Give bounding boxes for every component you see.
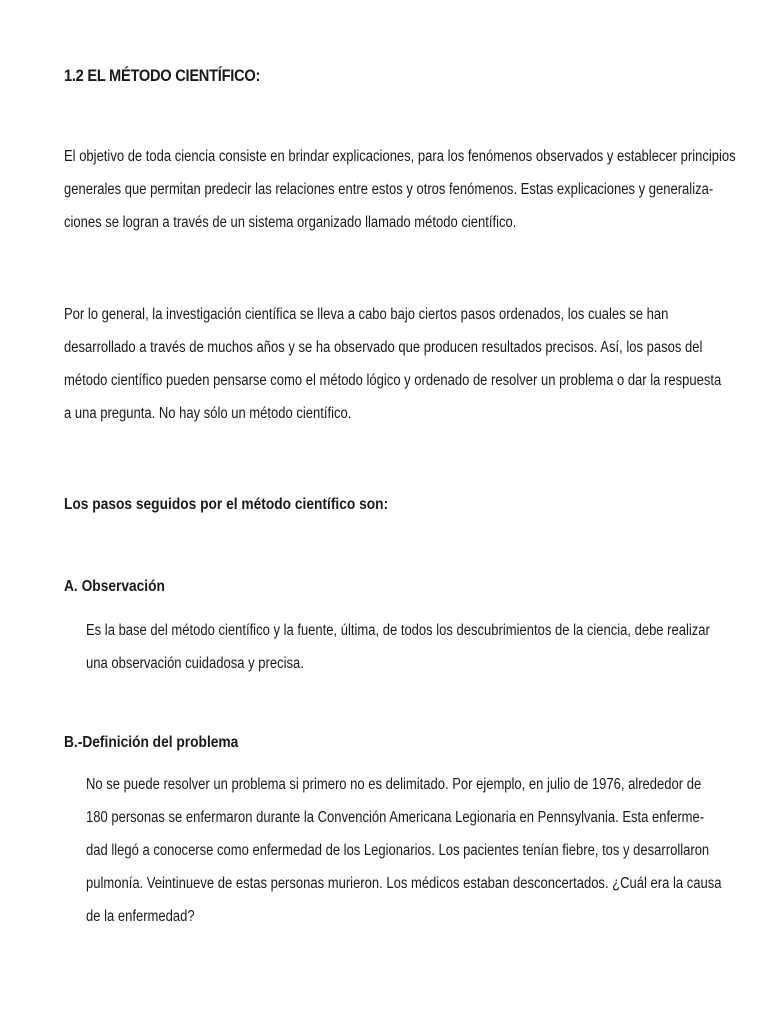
paragraph-line: método científico pueden pensarse como el método lógico y ordenado de resolver un problema o dar la respuesta: [64, 372, 722, 389]
paragraph-line: El objetivo de toda ciencia consiste en brindar explicaciones, para los fenómenos observados y establecer principios: [64, 148, 736, 165]
section-heading-observacion: A. Observación: [64, 578, 165, 595]
paragraph-line: dad llegó a conocerse como enfermedad de los Legionarios. Los pacientes tenían fiebre, tos y desarrollaron: [86, 842, 710, 859]
paragraph-line: 180 personas se enfermaron durante la Convención Americana Legionaria en Pennsylvania. Esta enferme-: [86, 809, 705, 826]
paragraph-line: una observación cuidadosa y precisa.: [86, 655, 304, 672]
section-heading-definicion: B.-Definición del problema: [64, 734, 239, 751]
paragraph-line: de la enfermedad?: [86, 908, 195, 925]
paragraph-line: Es la base del método científico y la fuente, última, de todos los descubrimientos de la ciencia, debe realizar: [86, 622, 710, 639]
steps-heading: Los pasos seguidos por el método científico son:: [64, 496, 389, 513]
paragraph-line: generales que permitan predecir las relaciones entre estos y otros fenómenos. Estas explicaciones y generaliza-: [64, 181, 714, 198]
paragraph-line: pulmonía. Veintinueve de estas personas murieron. Los médicos estaban desconcertados. ¿Cuál era la causa: [86, 875, 722, 892]
section-body-definicion: [86, 768, 722, 933]
page-title: 1.2 EL MÉTODO CIENTÍFICO:: [64, 66, 261, 85]
paragraph-line: No se puede resolver un problema si primero no es delimitado. Por ejemplo, en julio de 1976, alrededor de: [86, 776, 702, 793]
section-body-observacion: [86, 614, 711, 680]
paragraph-line: desarrollado a través de muchos años y se ha observado que producen resultados precisos. Así, los pasos del: [64, 339, 703, 356]
paragraph-line: Por lo general, la investigación científica se lleva a cabo bajo ciertos pasos ordenados, los cuales se han: [64, 306, 669, 323]
paragraph-line: ciones se logran a través de un sistema organizado llamado método científico.: [64, 214, 517, 231]
second-paragraph: [64, 298, 722, 430]
intro-paragraph: [64, 140, 736, 239]
paragraph-line: a una pregunta. No hay sólo un método científico.: [64, 405, 352, 422]
